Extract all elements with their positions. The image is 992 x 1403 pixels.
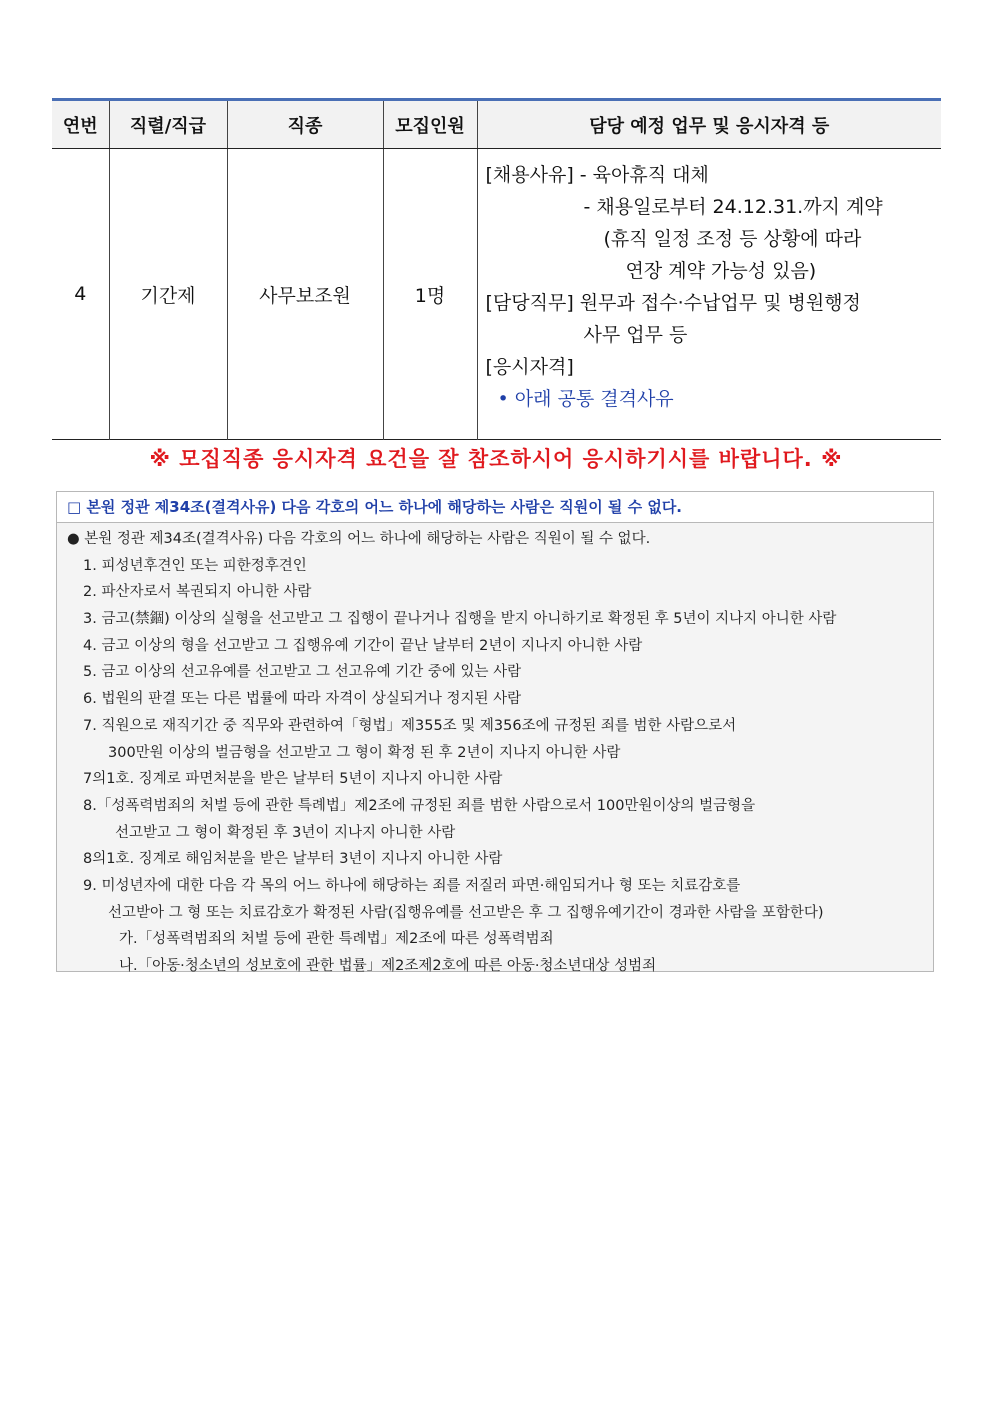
- list-item: 선고받아 그 형 또는 치료감호가 확정된 사람(집행유예를 선고받은 후 그 집행유예기간이 경과한 사람을 포함한다): [108, 904, 824, 921]
- duty-line: [응시자격]: [485, 356, 574, 378]
- cell-series: 기간제: [109, 149, 227, 440]
- list-item: 9. 미성년자에 대한 다음 각 목의 어느 하나에 해당하는 죄를 저질러 파면·해임되거나 형 또는 치료감호를: [83, 877, 741, 894]
- notice-banner: ※ 모집직종 응시자격 요건을 잘 참조하시어 응시하기시를 바랍니다. ※: [149, 447, 843, 471]
- list-item: 5. 금고 이상의 선고유예를 선고받고 그 선고유예 기간 중에 있는 사람: [83, 664, 522, 681]
- cell-count: 1명: [383, 149, 477, 440]
- list-item: 7의1호. 징계로 파면처분을 받은 날부터 5년이 지나지 아니한 사람: [83, 771, 503, 788]
- list-item: 2. 파산자로서 복권되지 아니한 사람: [83, 584, 312, 601]
- list-item: 선고받고 그 형이 확정된 후 3년이 지나지 아니한 사람: [115, 824, 456, 841]
- header-series: 직렬/직급: [109, 100, 227, 149]
- header-duties: 담당 예정 업무 및 응시자격 등: [477, 100, 941, 149]
- list-item: 1. 피성년후견인 또는 피한정후견인: [83, 557, 307, 574]
- list-item: 나.「아동·청소년의 성보호에 관한 법률」제2조제2호에 따른 아동·청소년대상 성범죄: [119, 958, 657, 974]
- list-item: 6. 법원의 판결 또는 다른 법률에 따라 자격이 상실되거나 정지된 사람: [83, 691, 522, 708]
- duty-line: 연장 계약 가능성 있음): [625, 260, 817, 282]
- duty-line: - 채용일로부터 24.12.31.까지 계약: [583, 196, 883, 218]
- duty-line: 사무 업무 등: [583, 324, 688, 346]
- list-item: ● 본원 정관 제34조(결격사유) 다음 각호의 어느 하나에 해당하는 사람은 직원이 될 수 없다.: [67, 531, 651, 547]
- list-item: 3. 금고(禁錮) 이상의 실형을 선고받고 그 집행이 끝나거나 집행을 받지 아니하기로 확정된 후 5년이 지나지 아니한 사람: [83, 611, 837, 628]
- list-item: 8.「성폭력범죄의 처벌 등에 관한 특례법」제2조에 규정된 죄를 범한 사람으로서 100만원이상의 벌금형을: [83, 797, 756, 814]
- recruitment-table: [52, 98, 941, 440]
- table-header-row: [52, 100, 941, 149]
- disqualification-box: [56, 491, 934, 972]
- header-count: 모집인원: [383, 100, 477, 149]
- duty-line: [담당직무] 원무과 접수·수납업무 및 병원행정: [485, 292, 861, 314]
- table-row: [52, 149, 941, 440]
- header-no: 연번: [52, 100, 109, 149]
- list-item: 가.「성폭력범죄의 처벌 등에 관한 특례법」제2조에 따른 성폭력범죄: [119, 931, 554, 948]
- duties-list: [486, 159, 942, 415]
- box-title: □ 본원 정관 제34조(결격사유) 다음 각호의 어느 하나에 해당하는 사람은 직원이 될 수 없다.: [57, 492, 933, 523]
- duty-line: (휴직 일정 조정 등 상황에 따라: [603, 228, 862, 250]
- list-item: 4. 금고 이상의 형을 선고받고 그 집행유예 기간이 끝난 날부터 2년이 지나지 아니한 사람: [83, 637, 643, 654]
- list-item: 7. 직원으로 재직기간 중 직무와 관련하여「형법」제355조 및 제356조에 규정된 죄를 범한 사람으로서: [83, 717, 737, 734]
- box-body: [57, 523, 933, 980]
- duty-line: • 아래 공통 결격사유: [497, 388, 674, 410]
- list-item: 8의1호. 징계로 해임처분을 받은 날부터 3년이 지나지 아니한 사람: [83, 851, 503, 868]
- header-job: 직종: [227, 100, 383, 149]
- cell-duties: [477, 149, 941, 440]
- duty-line: [채용사유] - 육아휴직 대체: [485, 164, 709, 186]
- cell-no: 4: [74, 283, 87, 305]
- cell-job: 사무보조원: [227, 149, 383, 440]
- list-item: 300만원 이상의 벌금형을 선고받고 그 형이 확정 된 후 2년이 지나지 아니한 사람: [108, 744, 621, 761]
